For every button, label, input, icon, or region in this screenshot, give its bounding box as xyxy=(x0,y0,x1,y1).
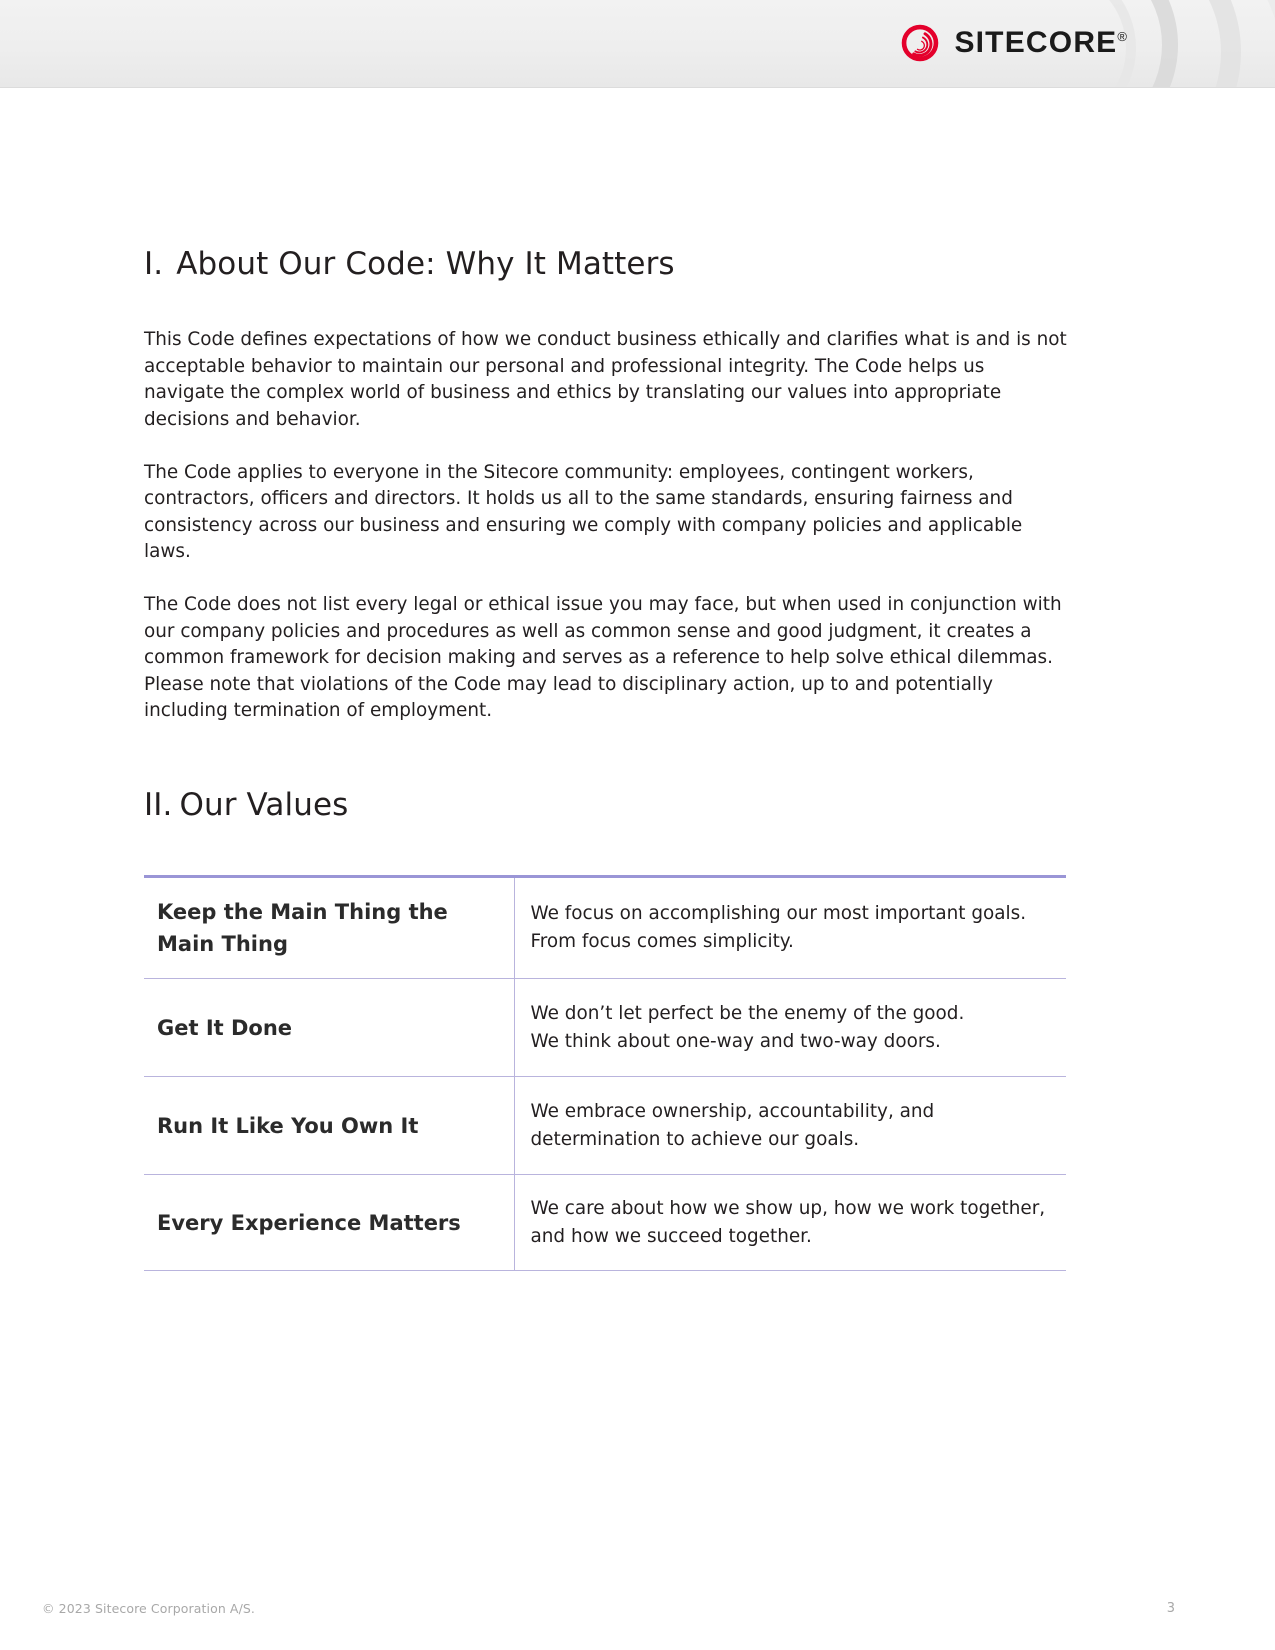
value-description-line: From focus comes simplicity. xyxy=(530,931,794,953)
sitecore-wordmark-text: SITECORE xyxy=(954,26,1118,59)
section-two-number: II. xyxy=(144,786,173,823)
value-name-cell: Run It Like You Own It xyxy=(144,1077,514,1175)
value-description-line: We don’t let perfect be the enemy of the good. xyxy=(530,1002,965,1024)
document-body xyxy=(144,0,1070,1271)
table-row xyxy=(144,979,1066,1077)
table-row xyxy=(144,877,1066,979)
copyright-notice: © 2023 Sitecore Corporation A/S. xyxy=(42,1601,255,1616)
value-description-cell xyxy=(514,979,1066,1077)
value-description-cell xyxy=(514,877,1066,979)
value-name-cell: Every Experience Matters xyxy=(144,1175,514,1271)
section-two-heading xyxy=(144,787,1070,824)
page-footer xyxy=(0,1570,1275,1650)
section-one-number: I. xyxy=(144,246,164,282)
section-one-paragraph-1: This Code defines expectations of how we conduct business ethically and clarifies what is and is not acceptable behavior to maintain our personal and professional integrity. The Code helps us navigate the complex world of business and ethics by translating our values into appropriate decisions and behavior. xyxy=(144,329,1067,430)
section-one-title: About Our Code: Why It Matters xyxy=(176,246,675,282)
section-two-title: Our Values xyxy=(179,786,349,823)
value-description-line: We focus on accomplishing our most important goals. xyxy=(530,903,1027,925)
value-description-line: We think about one-way and two-way doors. xyxy=(530,1030,941,1052)
section-one-heading xyxy=(144,246,1070,283)
trademark-symbol: ® xyxy=(1117,29,1127,44)
value-description-line: We embrace ownership, accountability, and determination to achieve our goals. xyxy=(530,1100,935,1150)
our-values-table xyxy=(144,875,1066,1271)
value-name-cell: Keep the Main Thing the Main Thing xyxy=(144,877,514,979)
table-row xyxy=(144,1077,1066,1175)
section-one-paragraph-3: The Code does not list every legal or ethical issue you may face, but when used in conjunction with our company policies and procedures as well as common sense and good judgment, it creates a common framework for decision making and serves as a reference to help solve ethical dilemmas. Please note that violations of the Code may lead to disciplinary action, up to and potentially including termination of employment. xyxy=(144,593,1062,722)
value-name-cell: Get It Done xyxy=(144,979,514,1077)
value-description-cell xyxy=(514,1077,1066,1175)
page-number: 3 xyxy=(1166,1601,1175,1616)
section-one-paragraph-2: The Code applies to everyone in the Sitecore community: employees, contingent workers, contractors, officers and directors. It holds us all to the same standards, ensuring fairness and consistency across our business and ensuring we comply with company policies and applicable laws. xyxy=(144,461,1023,563)
value-description-cell xyxy=(514,1175,1066,1271)
value-description-line: We care about how we show up, how we work together, and how we succeed together. xyxy=(530,1197,1046,1247)
table-row xyxy=(144,1175,1066,1271)
